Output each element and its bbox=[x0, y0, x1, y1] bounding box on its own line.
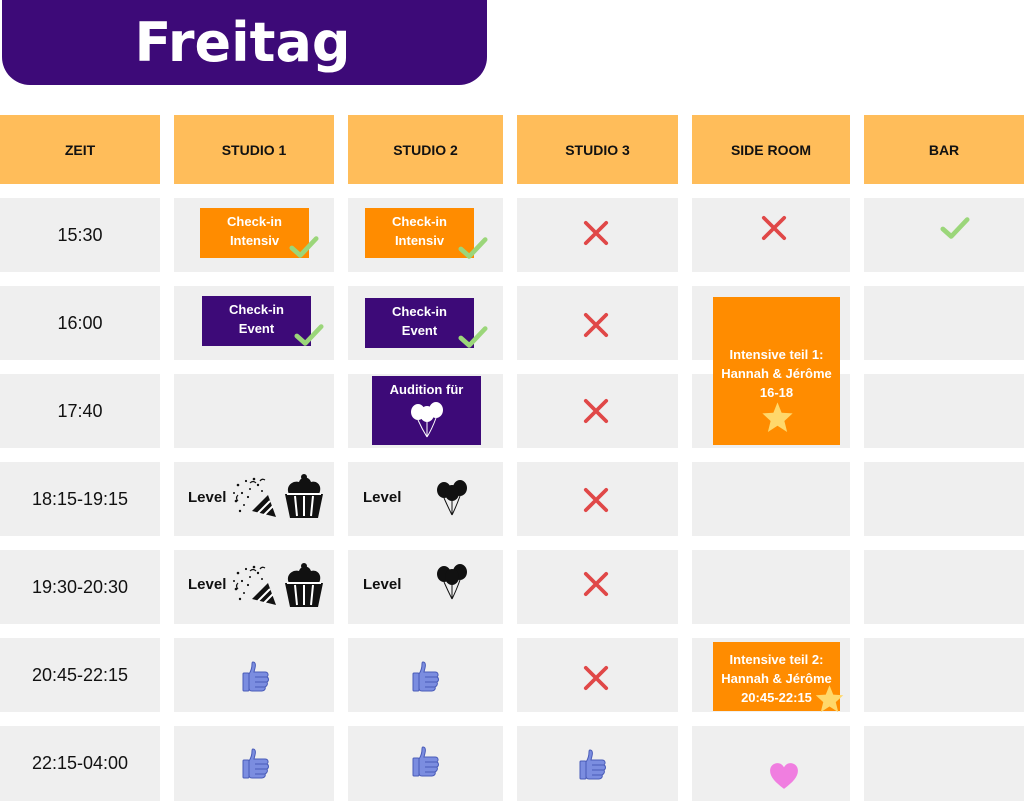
header-studio-2: STUDIO 2 bbox=[348, 115, 503, 184]
schedule-cell bbox=[174, 374, 334, 448]
intensive-1-line2: Hannah & Jérôme bbox=[721, 365, 832, 381]
schedule-cell bbox=[864, 462, 1024, 536]
star-icon bbox=[813, 684, 846, 714]
thumbs-up-icon bbox=[411, 660, 441, 692]
day-title: Freitag bbox=[2, 0, 487, 85]
level-label: Level bbox=[188, 576, 227, 593]
party-popper-icon bbox=[232, 475, 280, 519]
heart-icon bbox=[769, 762, 799, 790]
check-icon bbox=[294, 323, 324, 347]
check-icon bbox=[940, 216, 970, 240]
header-studio-1: STUDIO 1 bbox=[174, 115, 334, 184]
balloons-icon bbox=[409, 398, 445, 440]
schedule-cell bbox=[864, 550, 1024, 624]
time-cell: 19:30-20:30 bbox=[0, 550, 160, 624]
intensive-1-line3: 16-18 bbox=[759, 384, 794, 400]
time-cell: 20:45-22:15 bbox=[0, 638, 160, 712]
event-checkin-intensiv-studio1: Check-in Intensiv bbox=[200, 208, 309, 258]
level-label: Level bbox=[188, 489, 227, 506]
schedule-cell bbox=[692, 462, 850, 536]
thumbs-up-icon bbox=[578, 748, 608, 780]
cross-icon bbox=[583, 571, 609, 597]
intensive-2-line1: Intensive teil 2: bbox=[729, 652, 824, 667]
thumbs-up-icon bbox=[411, 745, 441, 777]
check-icon bbox=[458, 325, 488, 349]
schedule-cell bbox=[864, 726, 1024, 801]
time-cell: 16:00 bbox=[0, 286, 160, 360]
header-studio-3: STUDIO 3 bbox=[517, 115, 678, 184]
intensive-2-line3: 20:45-22:15 bbox=[741, 690, 812, 705]
schedule-cell bbox=[864, 374, 1024, 448]
cupcake-icon bbox=[281, 472, 327, 520]
cross-icon bbox=[583, 487, 609, 513]
intensive-2-line2: Hannah & Jérôme bbox=[721, 671, 832, 686]
level-label: Level bbox=[363, 576, 402, 593]
header-zeit: ZEIT bbox=[0, 115, 160, 184]
time-cell: 18:15-19:15 bbox=[0, 462, 160, 536]
schedule-cell bbox=[864, 286, 1024, 360]
cross-icon bbox=[583, 220, 609, 246]
event-checkin-intensiv-studio2: Check-in Intensiv bbox=[365, 208, 474, 258]
event-audition-studio2: Audition für bbox=[372, 376, 481, 445]
time-cell: 17:40 bbox=[0, 374, 160, 448]
event-checkin-event-studio2: Check-in Event bbox=[365, 298, 474, 348]
thumbs-up-icon bbox=[241, 660, 271, 692]
party-popper-icon bbox=[232, 563, 280, 607]
time-cell: 22:15-04:00 bbox=[0, 726, 160, 801]
cross-icon bbox=[583, 398, 609, 424]
balloons-icon bbox=[434, 560, 470, 602]
time-cell: 15:30 bbox=[0, 198, 160, 272]
check-icon bbox=[289, 235, 319, 259]
level-label: Level bbox=[363, 489, 402, 506]
check-icon bbox=[458, 236, 488, 260]
cross-icon bbox=[761, 215, 787, 241]
header-bar: BAR bbox=[864, 115, 1024, 184]
thumbs-up-icon bbox=[241, 747, 271, 779]
schedule-cell bbox=[692, 550, 850, 624]
intensive-1-line1: Intensive teil 1: bbox=[729, 346, 824, 362]
header-side-room: SIDE ROOM bbox=[692, 115, 850, 184]
event-checkin-event-studio1: Check-in Event bbox=[202, 296, 311, 346]
star-icon bbox=[761, 401, 794, 434]
cupcake-icon bbox=[281, 561, 327, 609]
schedule-cell bbox=[864, 638, 1024, 712]
balloons-icon bbox=[434, 476, 470, 518]
cross-icon bbox=[583, 312, 609, 338]
cross-icon bbox=[583, 665, 609, 691]
